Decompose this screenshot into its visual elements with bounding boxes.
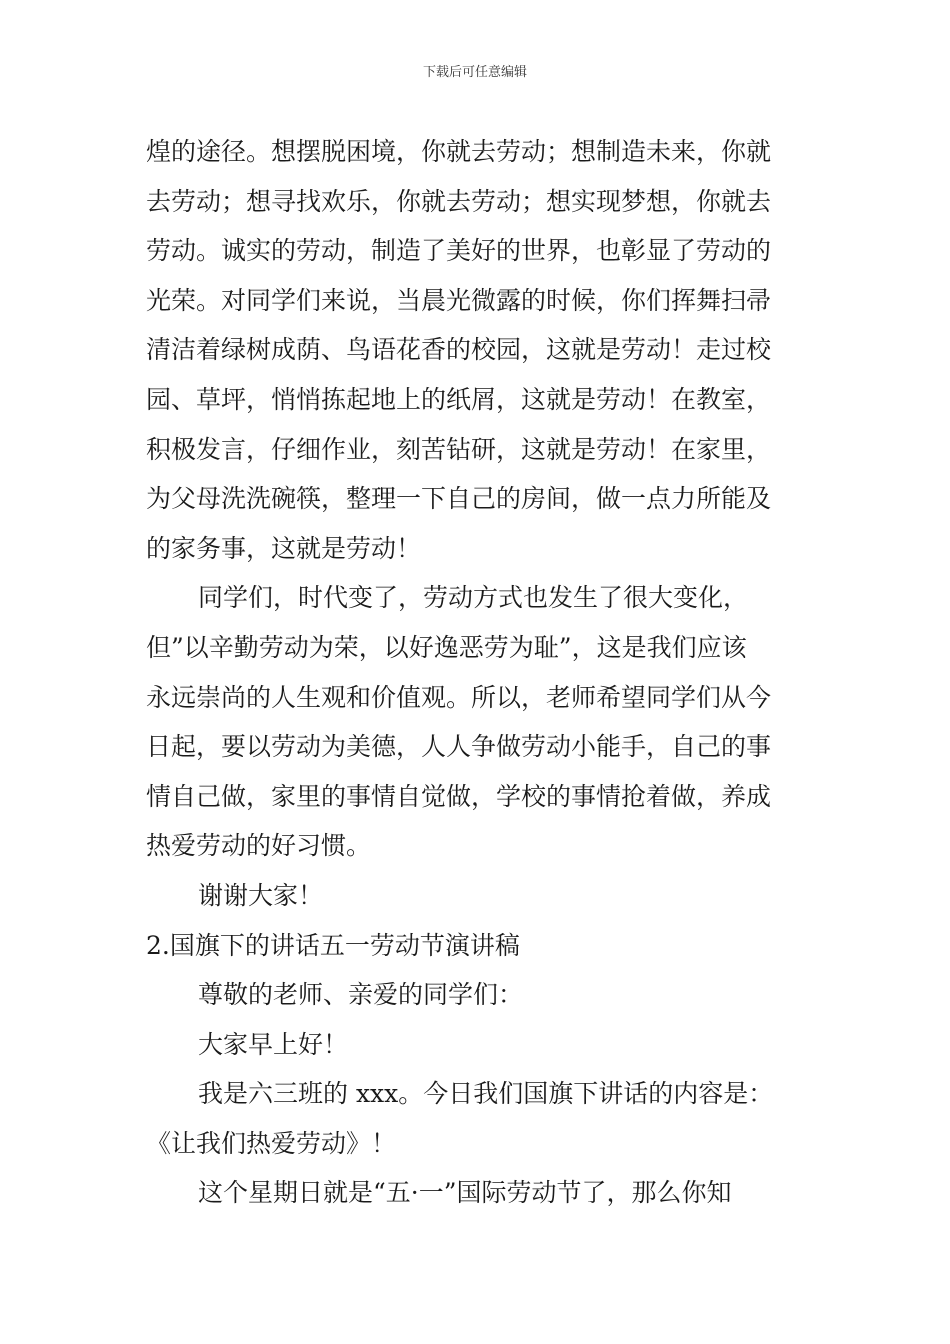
- paragraph-start-line: 同学们，时代变了，劳动方式也发生了很大变化，: [198, 583, 749, 613]
- page-header-note: 下载后可任意编辑: [422, 65, 527, 80]
- paragraph-start-line: 这个星期日就是“五·一”国际劳动节了，那么你知: [198, 1178, 732, 1208]
- text-line: 劳动。诚实的劳动，制造了美好的世界，也彰显了劳动的: [146, 236, 772, 266]
- text-line: 清洁着绿树成荫、鸟语花香的校园，这就是劳动！走过校: [146, 335, 772, 365]
- paragraph-start-line: 我是六三班的 xxx。今日我们国旗下讲话的内容是：: [198, 1079, 774, 1109]
- text-line: 去劳动；想寻找欢乐，你就去劳动；想实现梦想，你就去: [146, 186, 772, 216]
- thanks-line: 谢谢大家！: [198, 880, 324, 910]
- text-line: 光荣。对同学们来说，当晨光微露的时候，你们挥舞扫帚: [146, 285, 772, 315]
- text-line: 煌的途径。想摆脱困境，你就去劳动；想制造未来，你就: [146, 137, 772, 166]
- text-line: 的家务事，这就是劳动！: [146, 533, 422, 563]
- text-line: 积极发言，仔细作业，刻苦钻研，这就是劳动！在家里，: [146, 434, 772, 464]
- text-line: 日起，要以劳动为美德，人人争做劳动小能手，自己的事: [146, 732, 772, 762]
- text-line: 园、草坪，悄悄拣起地上的纸屑，这就是劳动！在教室，: [146, 384, 772, 414]
- text-line: 热爱劳动的好习惯。: [146, 831, 372, 861]
- text-line: 情自己做，家里的事情自觉做，学校的事情抢着做，养成: [146, 781, 772, 811]
- salutation-line: 尊敬的老师、亲爱的同学们：: [198, 980, 524, 1010]
- text-line: 永远崇尚的人生观和价值观。所以，老师希望同学们从今: [146, 682, 772, 712]
- speech-title-line: 《让我们热爱劳动》！: [146, 1128, 397, 1158]
- section-heading: 2.国旗下的讲话五一劳动节演讲稿: [146, 930, 520, 960]
- greeting-line: 大家早上好！: [198, 1029, 349, 1059]
- text-line: 但”以辛勤劳动为荣，以好逸恶劳为耻”，这是我们应该: [146, 632, 747, 662]
- body-text: [146, 127, 816, 1218]
- text-line: 为父母洗洗碗筷，整理一下自己的房间，做一点力所能及: [146, 484, 772, 514]
